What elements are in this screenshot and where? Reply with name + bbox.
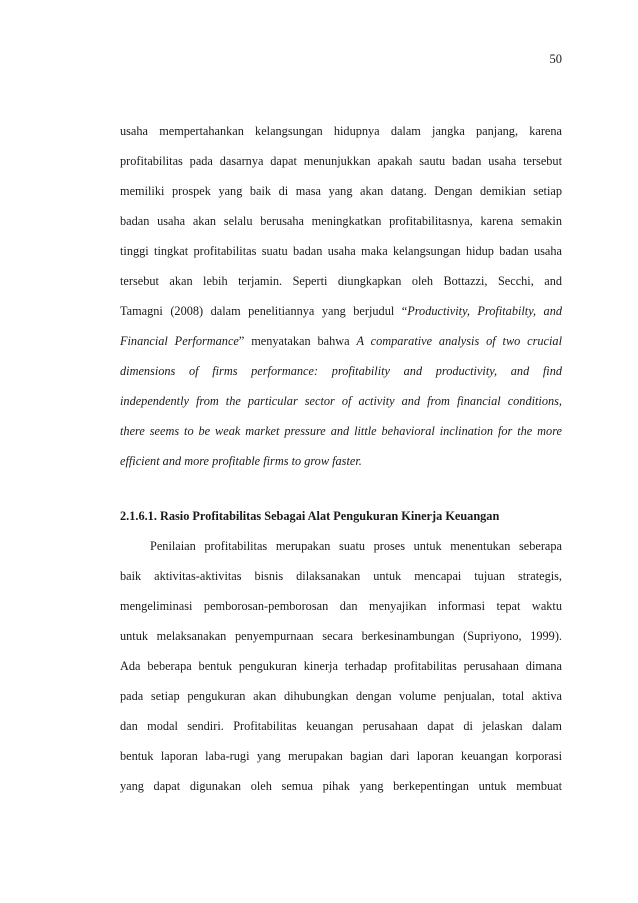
text-line — [120, 152, 562, 170]
italic-text: A comparative analysis of two crucial — [356, 334, 562, 348]
text-line — [150, 537, 562, 555]
text-line — [120, 362, 562, 380]
italic-text: independently from the particular sector of activity and from financial conditions, — [120, 394, 562, 408]
text-span: bentuk laporan laba-rugi yang merupakan bagian dari laporan keuangan korporasi — [120, 749, 562, 763]
italic-text: Productivity, Profitabilty, and — [407, 304, 563, 318]
text-span: Ada beberapa bentuk pengukuran kinerja terhadap profitabilitas perusahaan dimana — [120, 659, 562, 673]
text-span: memiliki prospek yang baik di masa yang akan datang. Dengan demikian setiap — [120, 184, 562, 198]
text-span: tinggi tingkat profitabilitas suatu badan usaha maka kelangsungan hidup badan usaha — [120, 244, 562, 258]
text-line — [120, 657, 562, 675]
text-line — [120, 212, 562, 230]
text-line — [120, 717, 562, 735]
text-span: dan modal sendiri. Profitabilitas keuangan perusahaan dapat di jelaskan dalam — [120, 719, 562, 733]
text-line — [120, 452, 562, 470]
text-line — [120, 182, 562, 200]
text-line — [120, 332, 562, 350]
text-line — [120, 392, 562, 410]
text-line — [120, 122, 562, 140]
italic-text: efficient and more profitable firms to grow faster. — [120, 454, 362, 468]
text-span: pada setiap pengukuran akan dihubungkan dengan volume penjualan, total aktiva — [120, 689, 562, 703]
text-line — [120, 302, 562, 320]
italic-text: Financial Performance — [120, 334, 239, 348]
text-span: mengeliminasi pemborosan-pemborosan dan menyajikan informasi tepat waktu — [120, 599, 562, 613]
text-line — [120, 747, 562, 765]
text-line — [120, 242, 562, 260]
text-line — [120, 777, 562, 795]
text-span: Tamagni (2008) dalam penelitiannya yang berjudul “ — [120, 304, 408, 318]
text-span: baik aktivitas-aktivitas bisnis dilaksanakan untuk mencapai tujuan strategis, — [120, 569, 562, 583]
text-line — [120, 627, 562, 645]
text-span: yang dapat digunakan oleh semua pihak yang berkepentingan untuk membuat — [120, 779, 562, 793]
text-span: profitabilitas pada dasarnya dapat menunjukkan apakah sautu badan usaha tersebut — [120, 154, 562, 168]
text-span: Penilaian profitabilitas merupakan suatu proses untuk menentukan seberapa — [150, 539, 562, 553]
text-line — [120, 687, 562, 705]
text-line — [120, 567, 562, 585]
text-span: badan usaha akan selalu berusaha meningkatkan profitabilitasnya, karena semakin — [120, 214, 562, 228]
text-line — [120, 597, 562, 615]
text-span: tersebut akan lebih terjamin. Seperti diungkapkan oleh Bottazzi, Secchi, and — [120, 274, 562, 288]
text-span: usaha mempertahankan kelangsungan hidupnya dalam jangka panjang, karena — [120, 124, 562, 138]
italic-text: there seems to be weak market pressure and little behavioral inclination for the more — [120, 424, 562, 438]
text-line — [120, 422, 562, 440]
text-span: untuk melaksanakan penyempurnaan secara berkesinambungan (Supriyono, 1999). — [120, 629, 562, 643]
page-number: 50 — [549, 52, 562, 66]
text-line — [120, 272, 562, 290]
italic-text: dimensions of firms performance: profitability and productivity, and find — [120, 364, 562, 378]
section-heading: 2.1.6.1. Rasio Profitabilitas Sebagai Alat Pengukuran Kinerja Keuangan — [120, 509, 500, 523]
text-span: ” menyatakan bahwa — [238, 334, 357, 348]
